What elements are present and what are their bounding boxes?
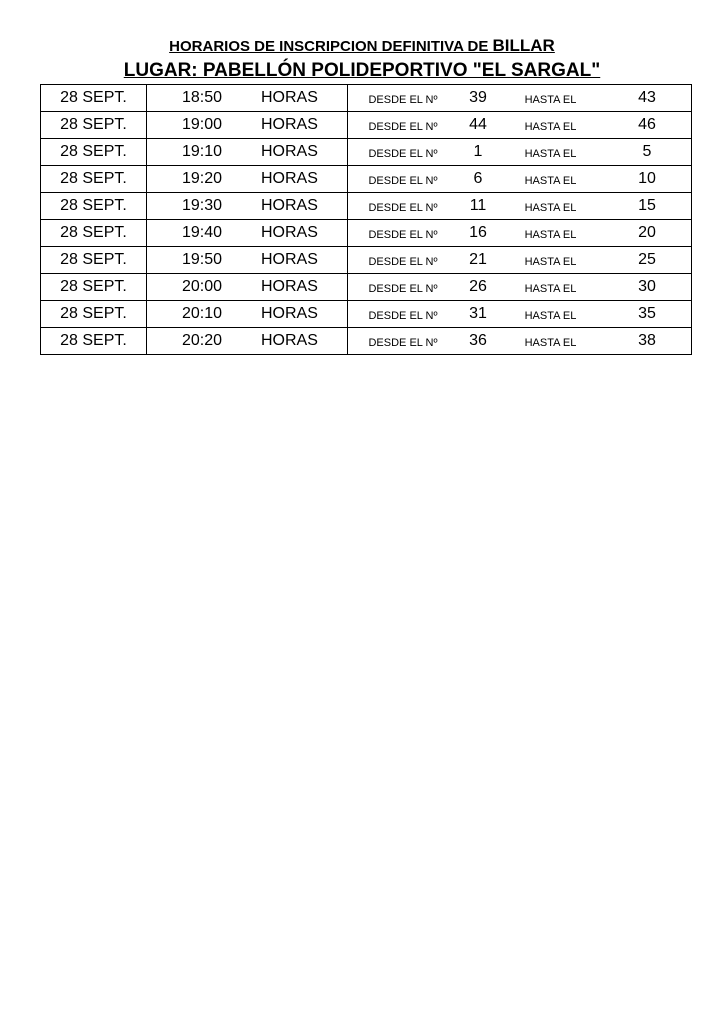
to-number: 10 [603,166,692,193]
date-cell: 28 SEPT. [41,247,147,274]
horas-label: HORAS [257,274,348,301]
desde-label: DESDE EL Nº [368,201,438,214]
title-sport: BILLAR [492,36,555,55]
to-number: 43 [603,85,692,112]
hasta-label: HASTA EL [524,228,577,241]
horas-label: HORAS [257,247,348,274]
horas-label: HORAS [257,328,348,355]
from-number: 6 [473,170,483,187]
time-cell: 20:00 [181,278,223,295]
table-row [41,247,692,274]
from-number: 31 [469,305,487,322]
table-row [41,220,692,247]
desde-label: DESDE EL Nº [368,120,438,133]
time-cell: 19:30 [181,197,223,214]
hasta-label: HASTA EL [524,336,577,349]
hasta-label: HASTA EL [524,201,577,214]
table-row [41,166,692,193]
desde-label: DESDE EL Nº [368,309,438,322]
hasta-label: HASTA EL [524,120,577,133]
table-row [41,328,692,355]
title-prefix: HORARIOS DE INSCRIPCION DEFINITIVA DE [169,38,493,55]
desde-label: DESDE EL Nº [368,147,438,160]
date-cell: 28 SEPT. [41,193,147,220]
hasta-label: HASTA EL [524,309,577,322]
desde-label: DESDE EL Nº [368,93,438,106]
to-number: 46 [603,112,692,139]
from-number: 39 [469,89,487,106]
to-number: 35 [603,301,692,328]
desde-label: DESDE EL Nº [368,174,438,187]
table-row [41,112,692,139]
page-title [0,36,724,56]
date-cell: 28 SEPT. [41,85,147,112]
date-cell: 28 SEPT. [41,328,147,355]
time-cell: 19:20 [181,170,223,187]
hasta-label: HASTA EL [524,93,577,106]
schedule-table [40,84,692,355]
table-row [41,85,692,112]
date-cell: 28 SEPT. [41,139,147,166]
date-cell: 28 SEPT. [41,301,147,328]
table-row [41,193,692,220]
desde-label: DESDE EL Nº [368,228,438,241]
time-cell: 20:10 [181,305,223,322]
from-number: 16 [469,224,487,241]
time-cell: 18:50 [181,89,223,106]
hasta-label: HASTA EL [524,255,577,268]
from-number: 26 [469,278,487,295]
horas-label: HORAS [257,112,348,139]
to-number: 25 [603,247,692,274]
time-cell: 19:10 [181,143,223,160]
to-number: 20 [603,220,692,247]
hasta-label: HASTA EL [524,147,577,160]
horas-label: HORAS [257,139,348,166]
from-number: 21 [469,251,487,268]
date-cell: 28 SEPT. [41,112,147,139]
to-number: 38 [603,328,692,355]
time-cell: 19:00 [181,116,223,133]
time-cell: 19:50 [181,251,223,268]
hasta-label: HASTA EL [524,174,577,187]
horas-label: HORAS [257,166,348,193]
desde-label: DESDE EL Nº [368,336,438,349]
to-number: 5 [603,139,692,166]
time-cell: 19:40 [181,224,223,241]
to-number: 30 [603,274,692,301]
table-row [41,274,692,301]
horas-label: HORAS [257,193,348,220]
horas-label: HORAS [257,301,348,328]
desde-label: DESDE EL Nº [368,282,438,295]
from-number: 1 [473,143,483,160]
desde-label: DESDE EL Nº [368,255,438,268]
horas-label: HORAS [257,220,348,247]
from-number: 11 [469,197,487,214]
date-cell: 28 SEPT. [41,220,147,247]
schedule-body [41,85,692,355]
time-cell: 20:20 [181,332,223,349]
horas-label: HORAS [257,85,348,112]
date-cell: 28 SEPT. [41,166,147,193]
to-number: 15 [603,193,692,220]
table-row [41,139,692,166]
date-cell: 28 SEPT. [41,274,147,301]
table-row [41,301,692,328]
location-title: LUGAR: PABELLÓN POLIDEPORTIVO "EL SARGAL" [123,60,601,81]
from-number: 44 [469,116,487,133]
hasta-label: HASTA EL [524,282,577,295]
from-number: 36 [469,332,487,349]
